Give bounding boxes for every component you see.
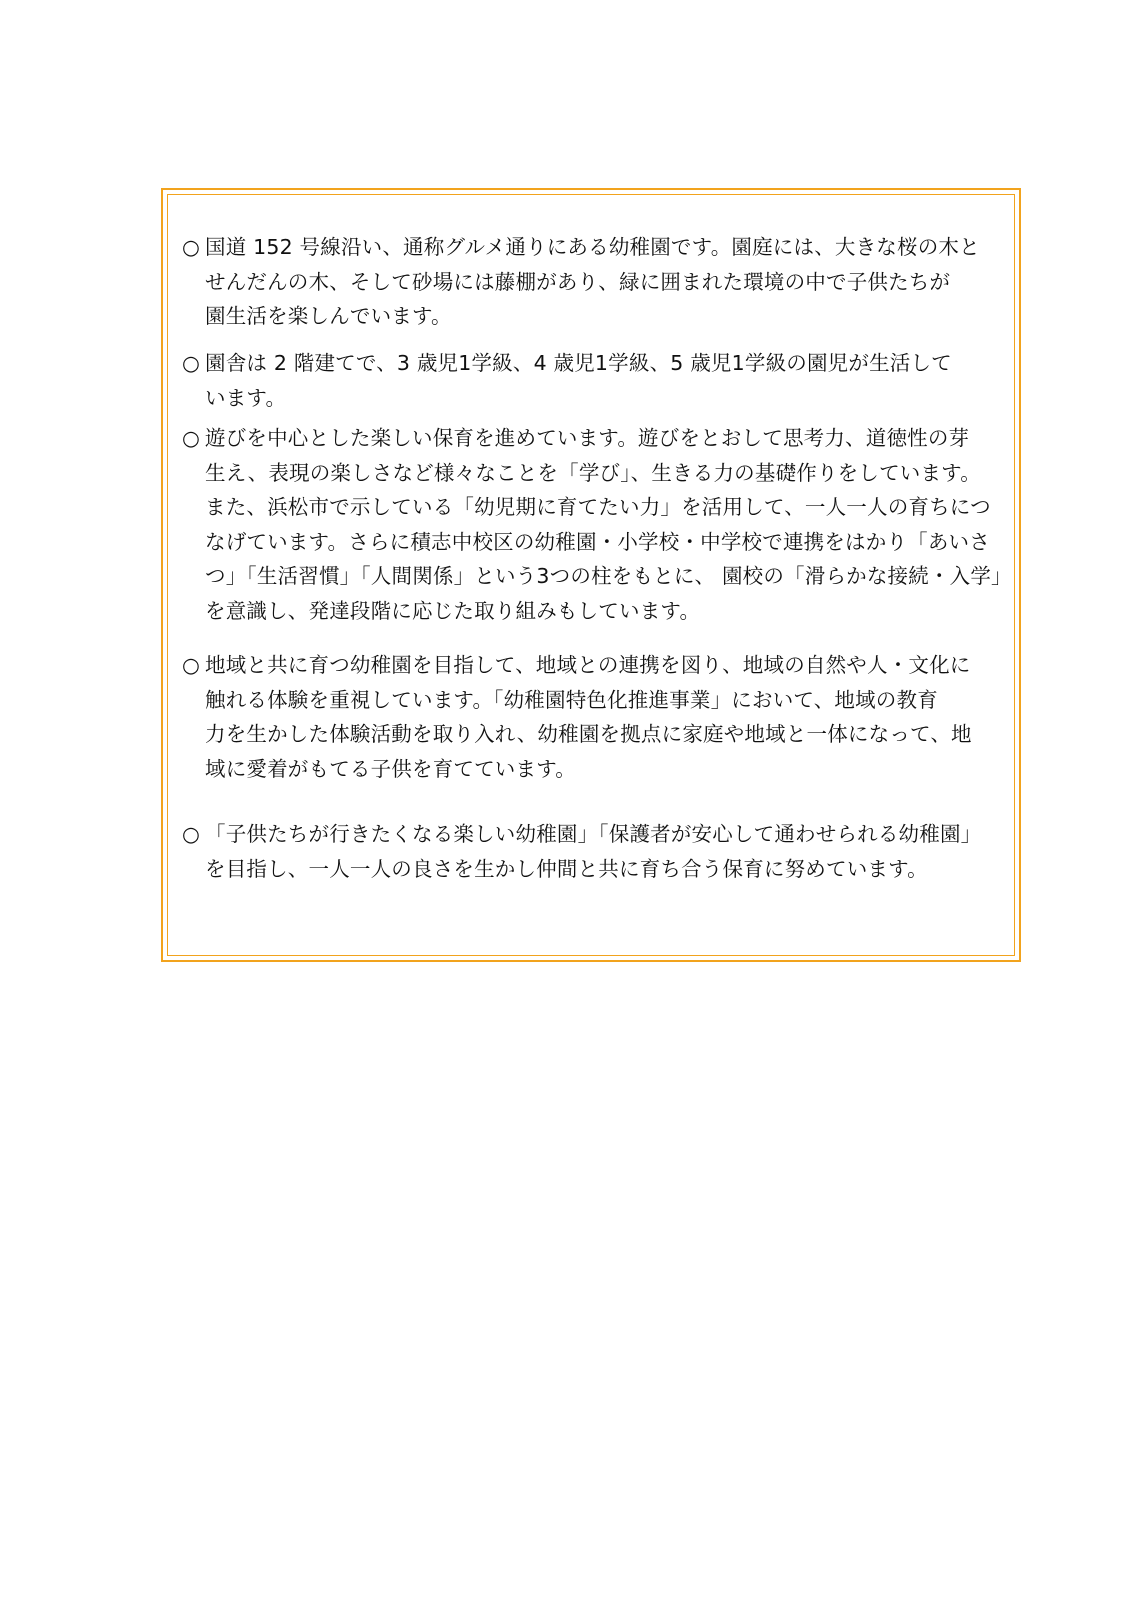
text-line: 遊びを中心とした楽しい保育を進めています。遊びをとおして思考力、道徳性の芽: [205, 426, 970, 450]
text-line: つ」「生活習慣」「人間関係」という3つの柱をもとに、 園校の「滑らかな接続・入学」: [205, 564, 1012, 588]
bullet-circle-icon: ○: [181, 653, 201, 677]
bullet-circle-icon: ○: [181, 426, 201, 450]
text-line: います。: [205, 385, 287, 410]
text-line: 域に愛着がもてる子供を育てています。: [205, 756, 576, 781]
list-item: [179, 346, 1009, 415]
text-line: 園舎は 2 階建てで、3 歳児1学級、4 歳児1学級、5 歳児1学級の園児が生活して: [205, 351, 952, 375]
bullet-circle-icon: ○: [181, 822, 201, 846]
info-box: [161, 188, 1021, 962]
text-line: また、浜松市で示している「幼児期に育てたい力」を活用して、一人一人の育ちにつ: [205, 495, 991, 519]
bullet-circle-icon: ○: [181, 351, 201, 375]
list-item: [179, 817, 1009, 886]
text-line: 触れる体験を重視しています。「幼稚園特色化推進事業」において、地域の教育: [205, 687, 938, 712]
bullet-circle-icon: ○: [181, 235, 201, 259]
list-item: [179, 421, 1012, 628]
text-line: 力を生かした体験活動を取り入れ、幼稚園を拠点に家庭や地域と一体になって、地: [205, 722, 972, 746]
text-line: を目指し、一人一人の良さを生かし仲間と共に育ち合う保育に努めています。: [205, 856, 928, 881]
list-item: [179, 648, 1009, 786]
text-line: を意識し、発達段階に応じた取り組みもしています。: [205, 598, 701, 623]
text-line: 園生活を楽しんでいます。: [205, 304, 452, 328]
text-line: 「子供たちが行きたくなる楽しい幼稚園」「保護者が安心して通わせられる幼稚園」: [205, 822, 982, 846]
text-line: 地域と共に育つ幼稚園を目指して、地域との連携を図り、地域の自然や人・文化に: [205, 653, 971, 677]
text-line: 国道 152 号線沿い、通称グルメ通りにある幼稚園です。園庭には、大きな桜の木と: [205, 235, 980, 259]
text-line: せんだんの木、そして砂場には藤棚があり、緑に囲まれた環境の中で子供たちが: [205, 269, 951, 294]
list-item: [179, 230, 1009, 334]
text-line: なげています。さらに積志中校区の幼稚園・小学校・中学校で連携をはかり「あいさ: [205, 529, 990, 554]
text-line: 生え、表現の楽しさなど様々なことを「学び」、生きる力の基礎作りをしています。: [205, 460, 981, 485]
